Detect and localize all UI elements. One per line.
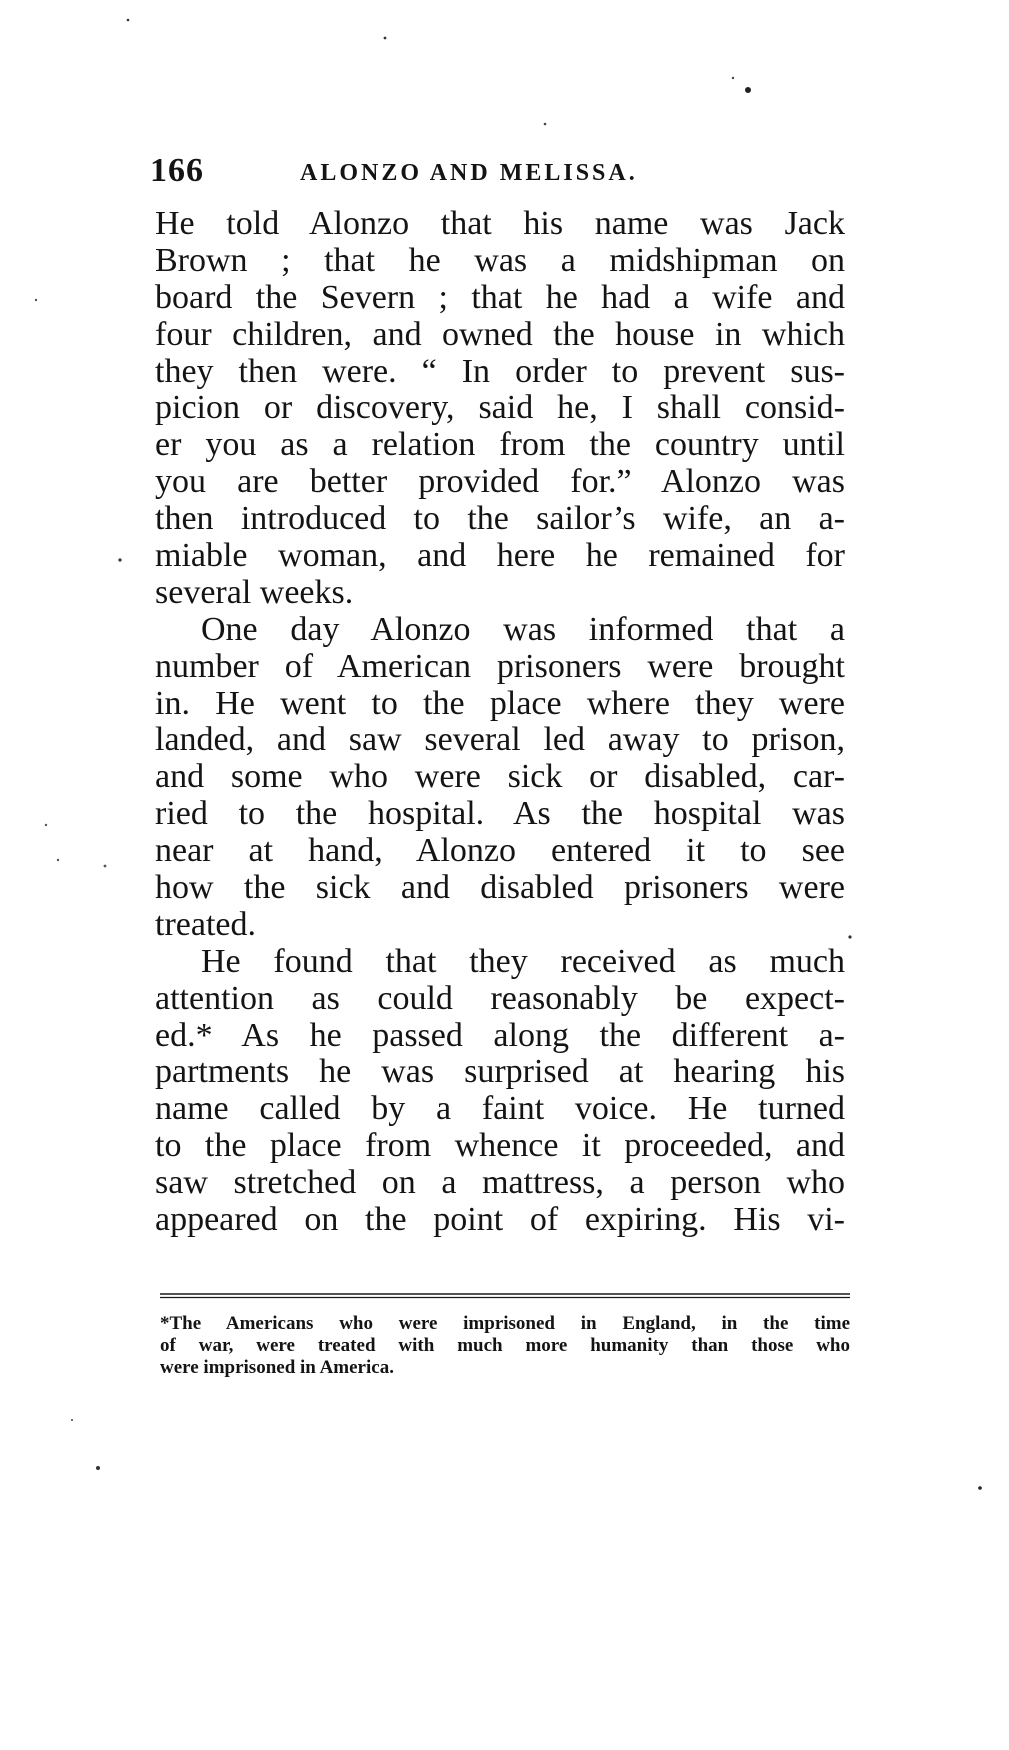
body-line: ed.* As he passed along the different a- [155, 1016, 845, 1054]
body-line: He told Alonzo that his name was Jack [155, 205, 845, 242]
body-line: partments he was surprised at hearing his [155, 1053, 845, 1091]
body-line: in. He went to the place where they were [155, 684, 845, 722]
body-line: you are better provided for.” Alonzo was [155, 463, 845, 501]
body-line: how the sick and disabled prisoners were [155, 869, 845, 907]
body-line: landed, and saw several led away to prison, [155, 721, 845, 759]
body-line: board the Severn ; that he had a wife and [155, 278, 845, 316]
footnote [160, 1313, 850, 1379]
body-line: four children, and owned the house in which [155, 315, 845, 353]
body-line: saw stretched on a mattress, a person who [155, 1164, 845, 1202]
body-line: they then were. “ In order to prevent sus- [155, 352, 845, 390]
body-line: name called by a faint voice. He turned [155, 1090, 845, 1128]
footnote-rule [160, 1293, 850, 1299]
body-line: picion or discovery, said he, I shall consid- [155, 389, 845, 427]
body-line: then introduced to the sailor’s wife, an a- [155, 500, 845, 538]
body-text [155, 206, 845, 1239]
footnote-line: of war, were treated with much more humanity than those who [160, 1335, 850, 1356]
running-title: ALONZO AND MELISSA. [300, 160, 638, 186]
body-line: number of American prisoners were brought [155, 647, 845, 685]
body-line: near at hand, Alonzo entered it to see [155, 832, 845, 870]
body-line: attention as could reasonably be expect- [155, 979, 845, 1017]
page-number: 166 [150, 152, 204, 189]
footnote-line: *The Americans who were imprisoned in England, in the time [160, 1313, 850, 1334]
body-line: He found that they received as much [201, 942, 845, 980]
body-line: er you as a relation from the country until [155, 426, 845, 464]
body-line: ried to the hospital. As the hospital was [155, 795, 845, 833]
body-line: several weeks. [155, 573, 354, 611]
body-line: appeared on the point of expiring. His vi- [155, 1201, 845, 1239]
body-line: Brown ; that he was a midshipman on [155, 241, 845, 279]
page-header [150, 152, 850, 196]
body-line: One day Alonzo was informed that a [201, 610, 845, 648]
footnote-line: were imprisoned in America. [160, 1357, 394, 1378]
body-line: to the place from whence it proceeded, and [155, 1127, 845, 1165]
body-line: miable woman, and here he remained for [155, 537, 845, 575]
body-line: treated. [155, 905, 256, 943]
body-line: and some who were sick or disabled, car- [155, 758, 845, 796]
